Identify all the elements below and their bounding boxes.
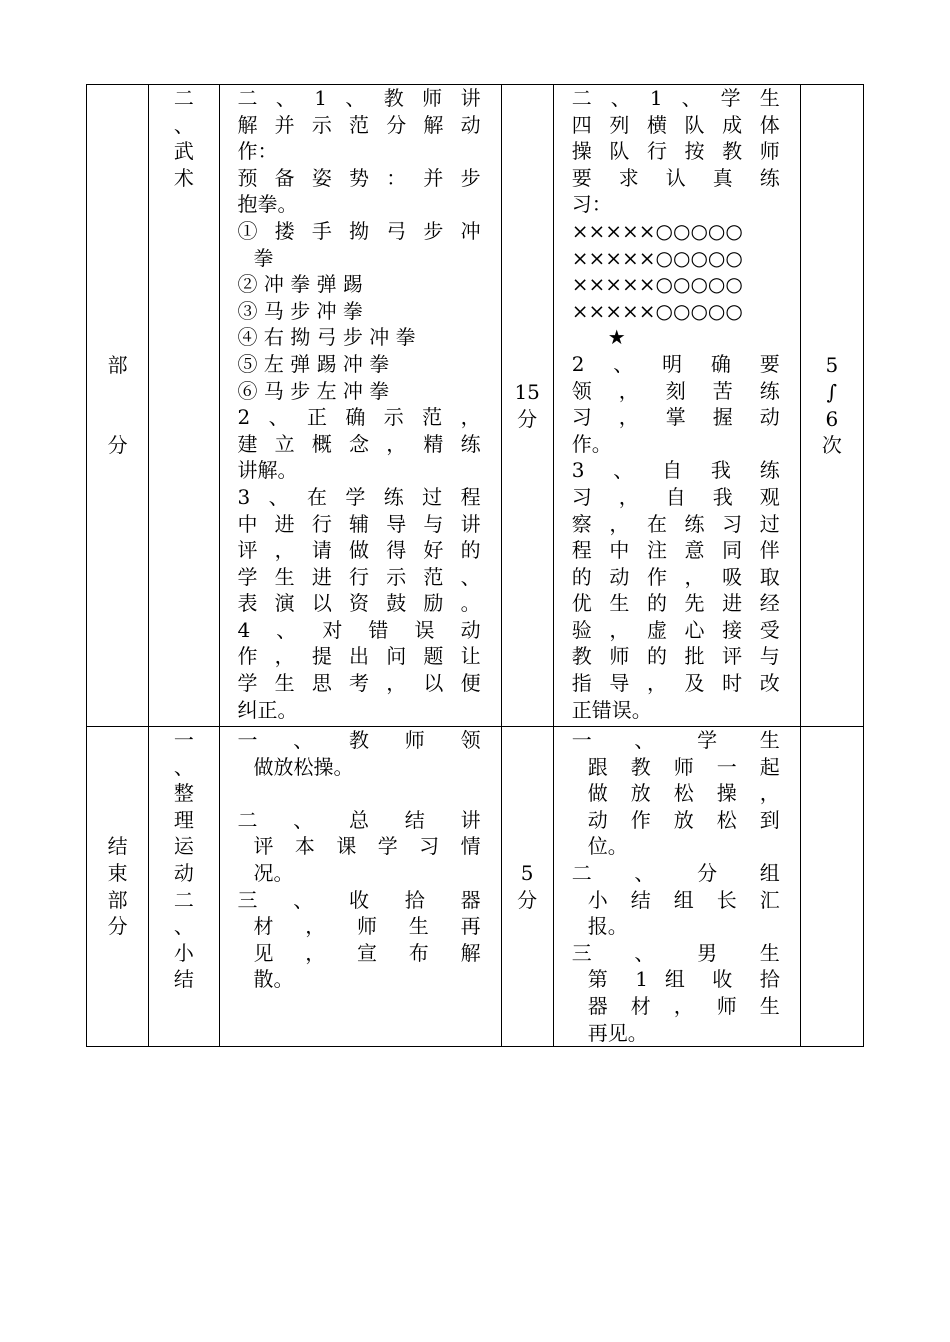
teacher-text-line: ⑤ 左 弹 踢 冲 拳 <box>237 351 390 376</box>
student-text-line: ×××××○○○○○ <box>571 218 743 243</box>
student-text-line: 再见。 <box>587 1020 648 1045</box>
teacher-text-line: 评，请做得好的 <box>237 538 481 563</box>
teacher-text-line: 2、正确示范， <box>237 405 481 430</box>
teacher-text-line <box>220 780 501 807</box>
teacher-text-line: ③ 马 步 冲 拳 <box>237 298 363 323</box>
topic-label-char: 、 <box>173 112 194 137</box>
topic-label-char: 、 <box>173 914 194 939</box>
student-text-line: ★ <box>607 325 626 350</box>
count-cell <box>800 727 863 1047</box>
table-row-ending <box>87 727 864 1047</box>
topic-label-char: 动 <box>173 860 194 885</box>
teacher-text-line: 建立概念，精练 <box>237 431 481 456</box>
student-text-line: 2、明确要 <box>571 351 780 376</box>
teacher-text-line: 况。 <box>253 860 294 885</box>
student-activity-cell <box>553 85 800 727</box>
teacher-activity-cell <box>219 727 501 1047</box>
time-label-char: 分 <box>517 406 538 431</box>
student-text-line: 小结组长汇 <box>587 887 780 912</box>
teacher-text-line: ① 搂 手 拗 弓 步 冲 <box>237 218 481 243</box>
student-text-line: 习，自我观 <box>571 484 780 509</box>
count-label-char: 5 <box>825 353 839 378</box>
part-label-char: 束 <box>107 860 128 885</box>
teacher-text-line: 二、总结讲 <box>237 807 481 832</box>
teacher-text-line: 评本课学习情 <box>253 834 481 859</box>
student-text-line: 位。 <box>587 834 628 859</box>
teacher-text-line: 学生进行示范、 <box>237 564 481 589</box>
part-label-char: 结 <box>107 834 128 859</box>
student-text-line: 三、男生 <box>571 940 780 965</box>
topic-label-char: 武 <box>173 139 194 164</box>
topic-cell <box>149 85 219 727</box>
student-text-line: 第 1 组 收 拾 <box>587 967 780 992</box>
teacher-text-line: 抱拳。 <box>237 192 298 217</box>
student-text-line: 指导，及时改 <box>571 671 780 696</box>
teacher-text-line: 一、教师领 <box>237 728 481 752</box>
teacher-text-line: 散。 <box>253 967 294 992</box>
teacher-text-line: 预备姿势：并步 <box>237 165 481 190</box>
teacher-text-line: 作，提出问题让 <box>237 644 481 669</box>
teacher-text-line: 做放松操。 <box>253 754 354 779</box>
count-label-char: ∫ <box>826 379 838 404</box>
student-activity-cell <box>553 727 800 1047</box>
teacher-text-line: 纠正。 <box>237 697 298 722</box>
time-label-char: 15 <box>514 379 540 404</box>
topic-label-char: 二 <box>173 887 194 912</box>
topic-label-char: 结 <box>173 967 194 992</box>
part-label-char: 分 <box>107 914 128 939</box>
topic-label-char: 运 <box>173 834 194 859</box>
topic-label-char: 整 <box>173 781 194 806</box>
student-text-line: ×××××○○○○○ <box>571 272 743 297</box>
teacher-text-line: ④ 右 拗 弓 步 冲 拳 <box>237 325 416 350</box>
student-text-line: 察，在练习过 <box>571 511 780 536</box>
student-text-line: 优生的先进经 <box>571 591 780 616</box>
count-cell <box>800 85 863 727</box>
time-cell <box>501 727 553 1047</box>
topic-label-char: 一 <box>173 728 194 752</box>
student-text-line: 验，虚心接受 <box>571 617 780 642</box>
student-text-line: 二、分组 <box>571 860 780 885</box>
student-text-line: 正错误。 <box>571 697 652 722</box>
student-text-line: 动作放松到 <box>587 807 780 832</box>
student-text-line: 要求认真练 <box>571 165 780 190</box>
student-text-line: 作。 <box>571 431 612 456</box>
part-label-char <box>108 406 128 433</box>
teacher-text-line: 表演以资鼓励。 <box>237 591 481 616</box>
teacher-text-line: 见，宣布解 <box>253 940 481 965</box>
part-cell <box>87 727 149 1047</box>
student-text-line: 一、学生 <box>571 728 780 752</box>
student-text-line: 程中注意同伴 <box>571 538 780 563</box>
student-text-line: 四列横队成体 <box>571 112 780 137</box>
teacher-text-line: 4、对错误动 <box>237 617 481 642</box>
student-text-line: 操队行按教师 <box>571 139 780 164</box>
part-label-char: 分 <box>107 433 128 458</box>
teacher-text-line: 拳 <box>253 245 274 270</box>
topic-label-char: 小 <box>173 940 194 965</box>
topic-label-char: 二 <box>173 86 194 110</box>
student-text-line: ×××××○○○○○ <box>571 245 743 270</box>
topic-cell <box>149 727 219 1047</box>
part-label-char <box>108 379 128 406</box>
part-cell <box>87 85 149 727</box>
student-text-line: 二、1、学生 <box>571 86 780 110</box>
part-label-char: 部 <box>107 887 128 912</box>
student-text-line: 习： <box>571 192 612 217</box>
student-text-line: 器材，师生 <box>587 993 780 1018</box>
part-label-char: 部 <box>107 353 128 378</box>
teacher-text-line: 二、1、教师讲 <box>237 86 481 110</box>
student-text-line: 报。 <box>587 914 628 939</box>
lesson-plan-table <box>86 84 864 1047</box>
teacher-text-line: ⑥ 马 步 左 冲 拳 <box>237 378 390 403</box>
teacher-text-line: 材，师生再 <box>253 914 481 939</box>
count-label-char: 次 <box>821 433 842 458</box>
teacher-text-line: 讲解。 <box>237 458 298 483</box>
teacher-text-line: 中进行辅导与讲 <box>237 511 481 536</box>
student-text-line: 习，掌握动 <box>571 405 780 430</box>
student-text-line: 的动作，吸取 <box>571 564 780 589</box>
teacher-text-line: 三、收拾器 <box>237 887 481 912</box>
student-text-line: 领，刻苦练 <box>571 378 780 403</box>
teacher-text-line: 作： <box>237 139 278 164</box>
student-text-line: 跟教师一起 <box>587 754 780 779</box>
student-text-line: 3、自我练 <box>571 458 780 483</box>
topic-label-char: 理 <box>173 807 194 832</box>
table-row-wushu <box>87 85 864 727</box>
teacher-text-line: 学生思考，以便 <box>237 671 481 696</box>
time-cell <box>501 85 553 727</box>
teacher-activity-cell <box>219 85 501 727</box>
student-text-line: 教师的批评与 <box>571 644 780 669</box>
topic-label-char: 、 <box>173 754 194 779</box>
student-text-line: 做放松操， <box>587 781 780 806</box>
time-label-char: 5 <box>520 860 534 885</box>
teacher-text-line: 解并示范分解动 <box>237 112 481 137</box>
count-label-char: 6 <box>825 406 839 431</box>
teacher-text-line: 3、在学练过程 <box>237 484 481 509</box>
teacher-text-line: ② 冲 拳 弹 踢 <box>237 272 363 297</box>
time-label-char: 分 <box>517 887 538 912</box>
student-text-line: ×××××○○○○○ <box>571 298 743 323</box>
topic-label-char: 术 <box>173 165 194 190</box>
